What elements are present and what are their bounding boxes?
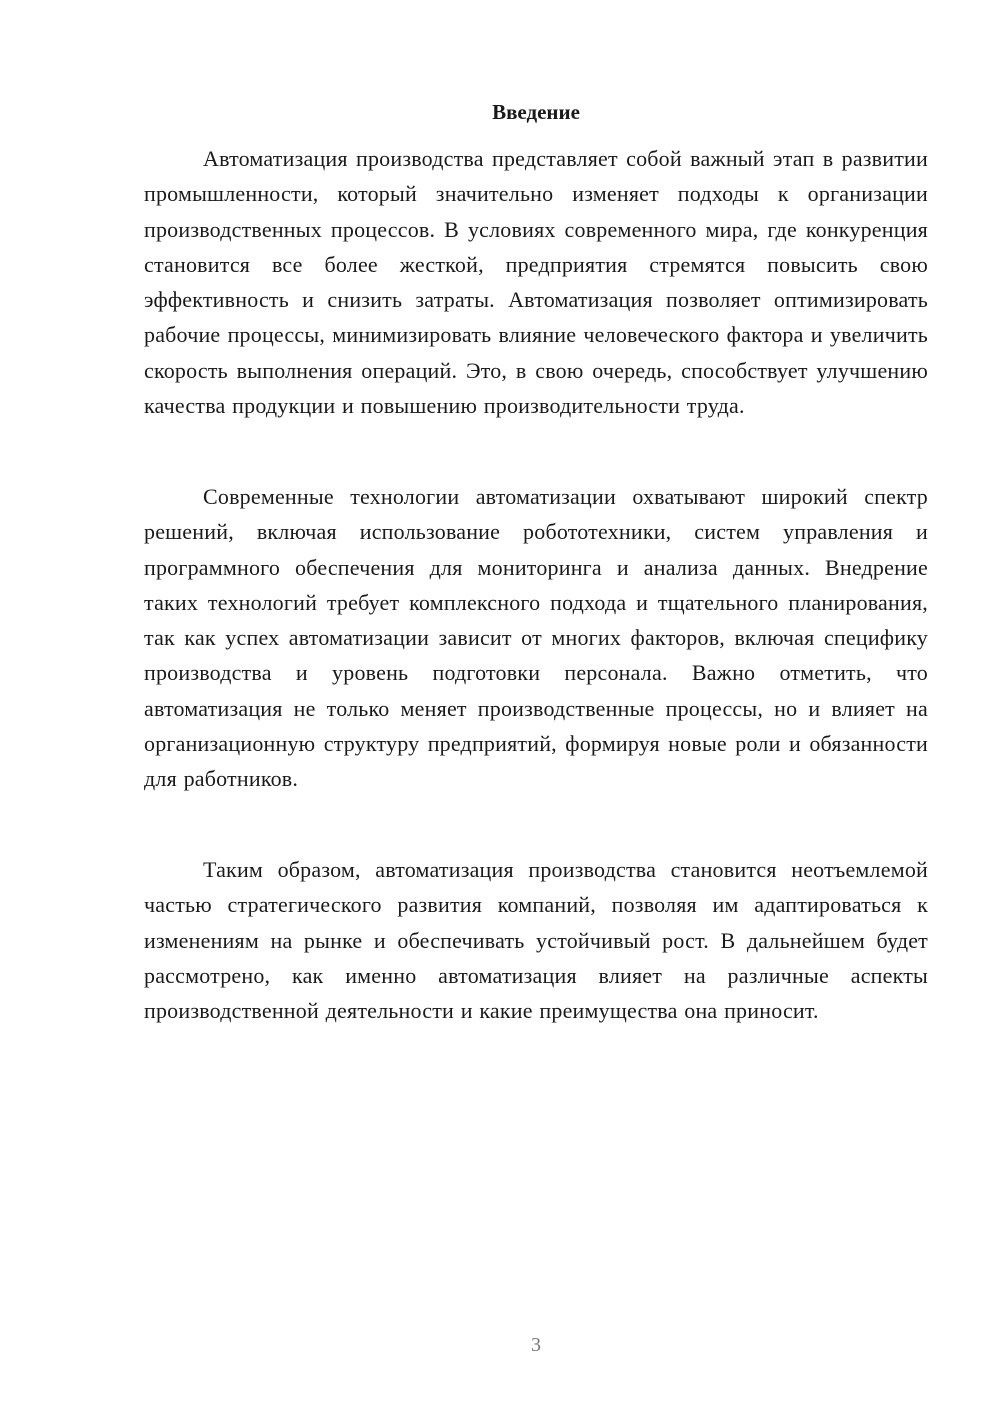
paragraph-2: Современные технологии автоматизации охватывают широкий спектр решений, включая использование робототехники, систем управления и программного обеспечения для мониторинга и анализа данных. Внедрение таких технологий требует комплексного подхода и тщательного планирования, так как успех автоматизации зависит от многих факторов, включая специфику производства и уровень подготовки персонала. Важно отметить, что автоматизация не только меняет производственные процессы, но и влияет на организационную структуру предприятий, формируя новые роли и обязанности для работников. — [144, 484, 928, 792]
page-title: Введение — [492, 100, 580, 124]
page-number: 3 — [531, 1334, 541, 1356]
paragraph-3: Таким образом, автоматизация производства становится неотъемлемой частью стратегического развития компаний, позволяя им адаптироваться к изменениям на рынке и обеспечивать устойчивый рост. В дальнейшем будет рассмотрено, как именно автоматизация влияет на различные аспекты производственной деятельности и какие преимущества она приносит. — [144, 857, 928, 1024]
paragraph-1: Автоматизация производства представляет собой важный этап в развитии промышленности, который значительно изменяет подходы к организации производственных процессов. В условиях современного мира, где конкуренция становится все более жесткой, предприятия стремятся повысить свою эффективность и снизить затраты. Автоматизация позволяет оптимизировать рабочие процессы, минимизировать влияние человеческого фактора и увеличить скорость выполнения операций. Это, в свою очередь, способствует улучшению качества продукции и повышению производительности труда. — [144, 146, 928, 419]
